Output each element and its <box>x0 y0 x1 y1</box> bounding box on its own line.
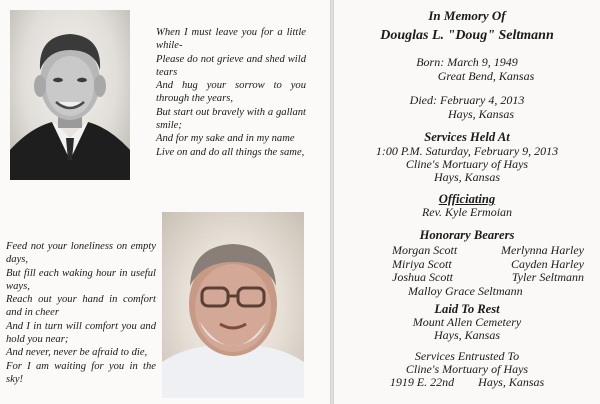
died-date: February 4, 2013 <box>440 93 525 107</box>
cemetery-city: Hays, Kansas <box>433 328 500 342</box>
poem-verse-bottom <box>6 240 156 386</box>
verse-line: And never, never be afraid to die, <box>6 347 148 359</box>
bearer-name: Morgan Scott <box>392 243 458 257</box>
verse-line: Please do not grieve and shed wild tears <box>156 53 306 78</box>
bearer-name: Merlynna Harley <box>501 243 584 257</box>
bearers-heading: Honorary Bearers <box>419 228 515 242</box>
verse-line: And for my sake and in my name <box>156 133 295 145</box>
born-label: Born: <box>416 55 445 69</box>
verse-line: Live on and do all things the same, <box>156 146 305 158</box>
poem-verse-top <box>156 26 306 159</box>
bearer-name: Miriya Scott <box>392 256 452 271</box>
verse-line: Reach out your hand in comfort and in cheer <box>6 294 156 319</box>
bearer-name: Joshua Scott <box>392 270 453 285</box>
older-man-portrait-image <box>162 212 304 398</box>
address-line <box>334 376 600 390</box>
verse-line: And hug your sorrow to you through the years, <box>156 80 306 105</box>
died-label: Died: <box>409 93 437 107</box>
bearers-row <box>392 258 592 272</box>
rest-heading: Laid To Rest <box>434 302 500 316</box>
young-man-portrait-image <box>10 10 130 180</box>
young-portrait-photo <box>10 10 130 180</box>
services-time: 1:00 P.M. Saturday, February 9, 2013 <box>375 144 559 158</box>
older-portrait-photo <box>162 212 304 398</box>
died-place: Hays, Kansas <box>447 107 514 121</box>
verse-line: When I must leave you for a little while- <box>156 27 306 52</box>
bearer-name: Malloy Grace Seltmann <box>408 283 523 298</box>
died-line <box>334 94 600 108</box>
entrusted-mortuary: Cline's Mortuary of Hays <box>405 362 529 376</box>
verse-line: And I in turn will comfort you and hold you near; <box>6 320 156 346</box>
memory-heading: In Memory Of <box>428 8 506 23</box>
born-place: Great Bend, Kansas <box>437 69 535 83</box>
decedent-name: Douglas L. "Doug" Seltmann <box>380 28 554 43</box>
services-city: Hays, Kansas <box>433 170 500 184</box>
officiating-heading: Officiating <box>438 192 496 206</box>
bearer-name: Cayden Harley <box>511 256 584 271</box>
verse-line: Feed not your loneliness on empty days, <box>6 241 156 266</box>
verse-line: But start out bravely with a gallant smile; <box>156 106 306 132</box>
bearers-list <box>392 244 592 298</box>
born-date: March 9, 1949 <box>447 55 518 69</box>
services-place: Cline's Mortuary of Hays <box>405 157 529 171</box>
address-city: Hays, Kansas <box>478 375 545 389</box>
entrusted-line: Services Entrusted To <box>414 349 520 363</box>
services-heading: Services Held At <box>424 130 510 144</box>
right-page <box>334 0 600 404</box>
bearers-row <box>392 271 592 285</box>
bearer-name: Tyler Seltmann <box>511 270 584 285</box>
bearers-row <box>392 244 592 258</box>
verse-line: But fill each waking hour in useful ways, <box>6 267 156 292</box>
officiant-name: Rev. Kyle Ermoian <box>421 205 513 219</box>
verse-line: For I am waiting for you in the sky! <box>6 360 156 385</box>
born-line <box>334 56 600 70</box>
cemetery-name: Mount Allen Cemetery <box>412 315 522 329</box>
street-address: 1919 E. 22nd <box>389 375 455 389</box>
